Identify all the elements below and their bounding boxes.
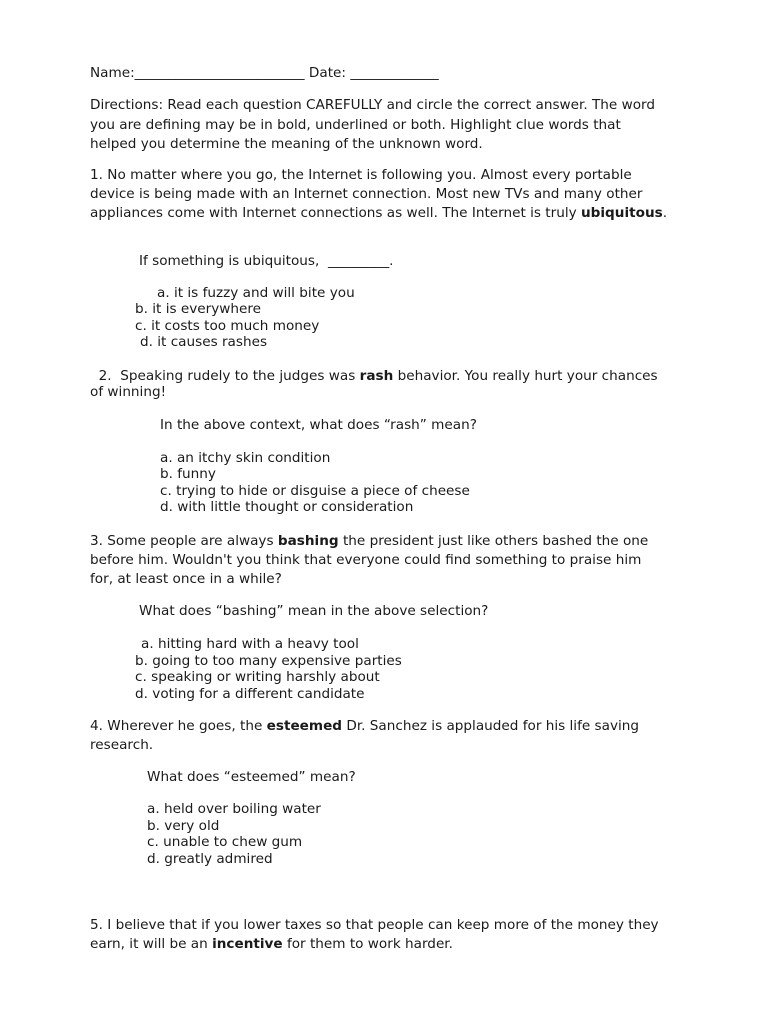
- q4-line-1: [90, 717, 639, 736]
- q2-line-1-post: behavior. You really hurt your chances: [393, 368, 658, 384]
- q4-option-a[interactable]: a. held over boiling water: [147, 801, 321, 817]
- q2-vocab-word: rash: [359, 368, 394, 384]
- q1-option-b[interactable]: b. it is everywhere: [135, 301, 262, 317]
- q2-line-2: of winning!: [90, 384, 167, 400]
- q3-prompt: What does “bashing” mean in the above selection?: [139, 603, 489, 619]
- q1-line-2: device is being made with an Internet connection. Most new TVs and many other: [90, 186, 643, 202]
- q1-line-3-pre: appliances come with Internet connections as well. The Internet is truly: [90, 205, 581, 221]
- q3-option-d[interactable]: d. voting for a different candidate: [135, 686, 365, 702]
- q2-line-1-pre: 2. Speaking rudely to the judges was: [90, 368, 360, 384]
- q1-prompt: If something is ubiquitous, _________.: [139, 253, 394, 269]
- directions-line-2: you are defining may be in bold, underlined or both. Highlight clue words that: [90, 117, 621, 133]
- q2-option-d[interactable]: d. with little thought or consideration: [160, 499, 414, 515]
- q4-line-1-post: Dr. Sanchez is applauded for his life saving: [342, 718, 640, 734]
- q1-line-3-post: .: [662, 205, 668, 221]
- q5-line-1: 5. I believe that if you lower taxes so that people can keep more of the money they: [90, 917, 659, 933]
- directions-line-1: Directions: Read each question CAREFULLY and circle the correct answer. The word: [90, 97, 656, 113]
- q3-option-b[interactable]: b. going to too many expensive parties: [135, 653, 402, 669]
- q4-option-c[interactable]: c. unable to chew gum: [147, 834, 303, 850]
- q1-option-a[interactable]: a. it is fuzzy and will bite you: [157, 285, 355, 301]
- q1-line-3: [90, 204, 667, 223]
- q1-vocab-word: ubiquitous: [580, 205, 663, 221]
- q3-line-2: before him. Wouldn't you think that everyone could find something to praise him: [90, 552, 642, 568]
- q5-vocab-word: incentive: [212, 936, 283, 952]
- q1-option-d[interactable]: d. it causes rashes: [140, 334, 268, 350]
- q2-option-a[interactable]: a. an itchy skin condition: [160, 450, 331, 466]
- q2-option-b[interactable]: b. funny: [160, 466, 216, 482]
- directions-line-3: helped you determine the meaning of the unknown word.: [90, 136, 483, 152]
- q5-line-2-pre: earn, it will be an: [90, 936, 213, 952]
- q2-option-c[interactable]: c. trying to hide or disguise a piece of cheese: [160, 483, 470, 499]
- q4-option-d[interactable]: d. greatly admired: [147, 851, 273, 867]
- q5-line-2: [90, 935, 453, 954]
- q3-option-c[interactable]: c. speaking or writing harshly about: [135, 669, 380, 685]
- q3-line-3: for, at least once in a while?: [90, 571, 282, 587]
- q1-option-c[interactable]: c. it costs too much money: [135, 318, 320, 334]
- q1-line-1: 1. No matter where you go, the Internet is following you. Almost every portable: [90, 167, 632, 183]
- name-date-line[interactable]: Name:_________________________ Date: _____________: [90, 65, 439, 81]
- q3-line-1-post: the president just like others bashed the one: [338, 533, 649, 549]
- q2-line-1: [90, 367, 658, 386]
- q4-prompt: What does “esteemed” mean?: [147, 769, 356, 785]
- q4-option-b[interactable]: b. very old: [147, 818, 220, 834]
- q3-vocab-word: bashing: [277, 533, 339, 549]
- q3-option-a[interactable]: a. hitting hard with a heavy tool: [141, 636, 359, 652]
- q4-line-2: research.: [90, 737, 154, 753]
- q5-line-2-post: for them to work harder.: [282, 936, 453, 952]
- q2-prompt: In the above context, what does “rash” mean?: [160, 417, 477, 433]
- q3-line-1: [90, 532, 648, 551]
- q4-line-1-pre: 4. Wherever he goes, the: [90, 718, 267, 734]
- q4-vocab-word: esteemed: [266, 718, 343, 734]
- q3-line-1-pre: 3. Some people are always: [90, 533, 278, 549]
